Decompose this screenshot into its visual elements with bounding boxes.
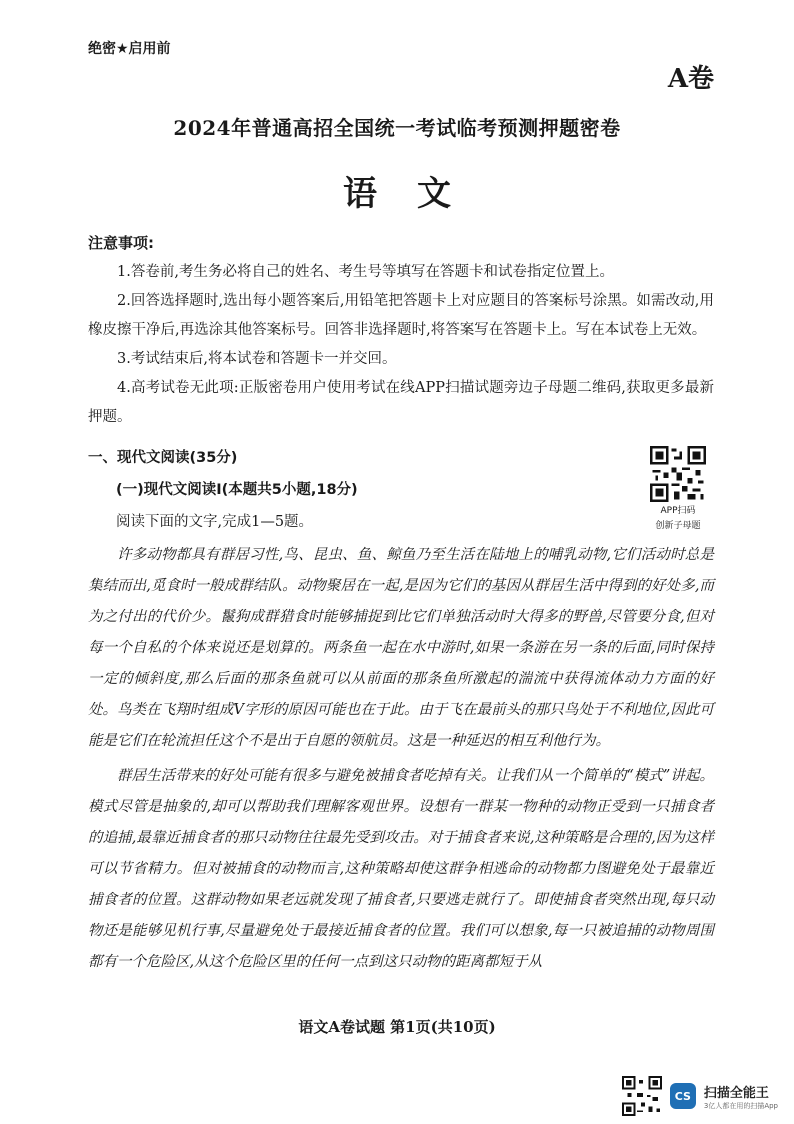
secret-label: 绝密★启用前 — [88, 41, 171, 57]
note-item: 4.高考试卷无此项:正版密卷用户使用考试在线APP扫描试题旁边子母题二维码,获取更多最新押题。 — [88, 380, 714, 425]
notes-list — [88, 258, 714, 432]
scanner-app-name: 扫描全能王 — [703, 1085, 769, 1101]
page-footer: 语文A卷试题 第1页(共10页) — [298, 1018, 496, 1036]
qr-code-icon — [622, 1076, 662, 1116]
passage-paragraph: 群居生活带来的好处可能有很多与避免被捕食者吃掉有关。让我们从一个简单的“模式”讲起。模式尽管是抽象的,却可以帮助我们理解客观世界。设想有一群某一物种的动物正受到一只捕食者的追捕,最靠近捕食者的那只动物往往最先受到攻击。对于捕食者来说,这种策略是合理的,因为这样可以节省精力。但对被捕食的动物而言,这种策略却使这群争相逃命的动物都力图避免处于最靠近捕食者的位置。这群动物如果老远就发现了捕食者,只要逃走就行了。即使捕食者突然出现,每只动物还是能够见机行事,尽量避免处于最接近捕食者的位置。我们可以想象,每一只被追捕的动物周围都有一个危险区,从这个危险区里的任何一点到这只动物的距离都短于从 — [88, 768, 714, 970]
note-item: 3.考试结束后,将本试卷和答题卡一并交回。 — [117, 351, 397, 367]
instruction: 阅读下面的文字,完成1—5题。 — [116, 514, 314, 530]
exam-title: 2024年普通高招全国统一考试临考预测押题密卷 — [173, 116, 621, 140]
passage-paragraph: 许多动物都具有群居习性,鸟、昆虫、鱼、鲸鱼乃至生活在陆地上的哺乳动物,它们活动时总是集结而出,觅食时一般成群结队。动物聚居在一起,是因为它们的基因从群居生活中得到的好处多,而为之付出的代价少。鬣狗成群猎食时能够捕捉到比它们单独活动时大得多的野兽,尽管要分食,但对每一个自私的个体来说还是划算的。两条鱼一起在水中游时,如果一条游在另一条的后面,同时保持一定的倾斜度,那么后面的那条鱼就可以从前面的那条鱼所激起的湍流中获得流体动力方面的好处。鸟类在飞翔时组成V字形的原因可能也在于此。由于飞在最前头的那只鸟处于不利地位,因此可能是它们在轮流担任这个不是出于自愿的领航员。这是一种延迟的相互利他行为。 — [88, 547, 714, 749]
note-item: 2.回答选择题时,选出每小题答案后,用铅笔把答题卡上对应题目的答案标号涂黑。如需改动,用橡皮擦干净后,再选涂其他答案标号。回答非选择题时,将答案写在答题卡上。写在本试卷上无效。 — [88, 293, 714, 338]
volume-label: A卷 — [667, 64, 714, 94]
reading-passage — [88, 540, 714, 982]
scanner-watermark — [622, 1076, 778, 1116]
note-item: 1.答卷前,考生务必将自己的姓名、考生号等填写在答题卡和试卷指定位置上。 — [117, 264, 614, 280]
section-title: 一、现代文阅读(35分) — [88, 450, 238, 466]
qr-block — [646, 446, 710, 532]
subsection-title: (一)现代文阅读Ⅰ(本题共5小题,18分) — [116, 482, 358, 498]
qr-caption: 创新子母题 — [655, 521, 701, 531]
scanner-texts — [704, 1082, 778, 1111]
cs-logo-icon: CS — [670, 1083, 696, 1109]
qr-code-icon — [650, 446, 706, 502]
scanner-tagline: 3亿人都在用的扫描App — [703, 1101, 778, 1110]
qr-caption: APP扫码 — [660, 506, 696, 516]
subject-title: 语文 — [343, 174, 491, 214]
notes-heading: 注意事项: — [88, 234, 154, 252]
